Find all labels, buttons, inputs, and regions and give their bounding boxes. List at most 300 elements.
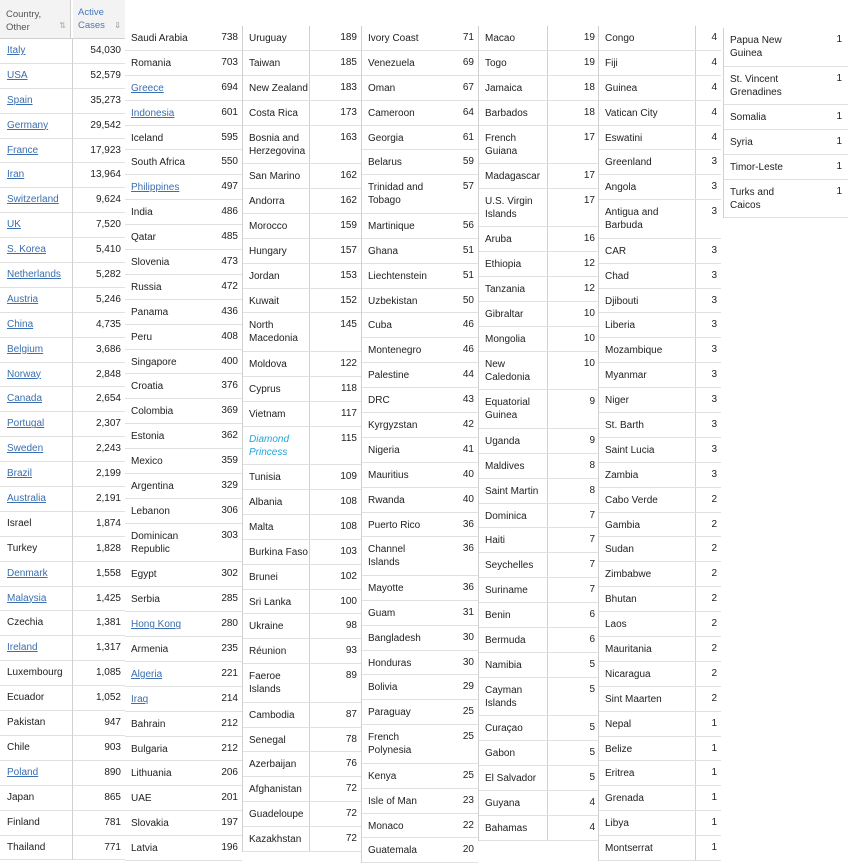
column-divider (72, 139, 73, 164)
active-cases-value: 1,052 (95, 692, 121, 704)
column-divider (695, 463, 696, 487)
country-name[interactable]: Australia (7, 493, 46, 505)
country-name: El Salvador (485, 773, 537, 785)
active-cases-value: 303 (221, 529, 238, 541)
country-name: Bhutan (605, 594, 637, 606)
table-row (125, 126, 242, 151)
country-name: Saint Lucia (605, 444, 655, 456)
country-name: Fiji (605, 57, 618, 69)
column-divider (547, 252, 548, 276)
country-name: Tanzania (485, 284, 526, 296)
country-name[interactable]: Ireland (7, 642, 38, 654)
column-divider (695, 363, 696, 387)
active-cases-value: 5 (589, 747, 595, 759)
column-divider (695, 413, 696, 437)
country-name[interactable]: Iran (7, 169, 25, 181)
country-name: Palestine (368, 370, 410, 382)
active-cases-value: 10 (583, 308, 595, 320)
column-divider (547, 766, 548, 790)
country-name[interactable]: Netherlands (7, 269, 61, 281)
column-divider (547, 327, 548, 351)
active-cases-value: 2 (711, 493, 717, 505)
column-divider (72, 412, 73, 437)
column-divider (547, 26, 548, 50)
country-name: Grenada (605, 793, 644, 805)
active-cases-value: 64 (462, 106, 474, 118)
country-name: Slovakia (131, 818, 169, 830)
active-cases-value: 173 (340, 106, 357, 118)
table-row (243, 827, 361, 852)
table-row (362, 388, 478, 413)
country-name: New Caledonia (485, 358, 531, 383)
table-row (479, 578, 599, 603)
active-cases-value: 3 (711, 294, 717, 306)
table-row (125, 51, 242, 76)
column-divider (547, 101, 548, 125)
country-name[interactable]: Brazil (7, 468, 33, 480)
table-row (599, 413, 721, 438)
country-name: Finland (7, 816, 40, 828)
country-name[interactable]: Hong Kong (131, 619, 182, 631)
active-cases-value: 40 (462, 493, 474, 505)
country-name: St. Barth (605, 419, 644, 431)
country-name[interactable]: Indonesia (131, 107, 175, 119)
active-cases-value: 57 (462, 181, 474, 193)
column-divider (72, 661, 73, 686)
table-row (479, 816, 599, 841)
country-name: Uruguay (249, 33, 287, 44)
country-name[interactable]: China (7, 318, 34, 330)
active-cases-value: 51 (462, 244, 474, 256)
country-name[interactable]: Switzerland (7, 194, 59, 206)
active-cases-value: 17 (583, 194, 595, 206)
active-cases-value: 115 (341, 432, 357, 444)
active-cases-value: 98 (345, 620, 357, 632)
active-cases-value: 36 (462, 543, 474, 555)
table-row (243, 427, 361, 466)
column-divider (72, 761, 73, 786)
table-row (362, 537, 478, 576)
active-cases-value: 93 (345, 645, 357, 657)
table-row (599, 101, 721, 126)
sort-desc-icon[interactable]: ⇩ (114, 21, 121, 30)
table-row (125, 150, 242, 175)
table-row (362, 675, 478, 700)
table-row (599, 51, 721, 76)
active-cases-value: 22 (462, 819, 474, 831)
active-cases-value: 16 (583, 233, 595, 245)
country-name[interactable]: Malaysia (7, 592, 47, 604)
column-divider (695, 637, 696, 661)
table-row (243, 402, 361, 427)
active-cases-value: 1,085 (95, 667, 121, 679)
country-name: Bahamas (485, 822, 528, 834)
table-row (599, 562, 721, 587)
country-name[interactable]: Spain (7, 94, 33, 106)
active-cases-value: 19 (583, 32, 595, 43)
column-divider (309, 164, 310, 188)
country-name: Thailand (7, 841, 46, 853)
table-row (243, 51, 361, 76)
country-name[interactable]: Philippines (131, 182, 180, 194)
column-divider (695, 612, 696, 636)
active-cases-value: 1,425 (95, 592, 121, 604)
country-header[interactable] (0, 0, 71, 38)
active-cases-value: 781 (104, 816, 121, 828)
active-cases-value: 6 (589, 634, 595, 646)
column-divider (695, 313, 696, 337)
column-divider (309, 313, 310, 351)
table-row (125, 26, 242, 51)
country-name: Faeroe Islands (249, 671, 281, 696)
table-row (0, 661, 125, 686)
country-name[interactable]: Iraq (131, 693, 149, 705)
country-name[interactable]: Denmark (7, 567, 48, 579)
country-name: Paraguay (368, 707, 411, 719)
active-cases-value: 35,273 (90, 94, 121, 106)
table-row (362, 150, 478, 175)
country-name: Colombia (131, 406, 174, 418)
country-name[interactable]: Diamond Princess (249, 433, 290, 458)
table-row (599, 513, 721, 538)
active-cases-value: 100 (340, 595, 357, 607)
active-cases-value: 36 (462, 518, 474, 530)
table-row (724, 155, 848, 180)
active-cases-value: 185 (340, 56, 357, 68)
country-name[interactable]: Greece (131, 82, 164, 94)
column-divider (547, 791, 548, 815)
column-divider (72, 487, 73, 512)
active-cases-value: 369 (221, 405, 238, 417)
country-name[interactable]: S. Korea (7, 244, 46, 256)
country-name: Trinidad and Tobago (368, 182, 424, 207)
country-name: Uzbekistan (368, 295, 418, 307)
active-cases-value: 595 (221, 131, 238, 143)
country-name: Gibraltar (485, 309, 524, 321)
active-cases-value: 29 (462, 681, 474, 693)
country-name: Mauritania (605, 643, 652, 655)
table-row (0, 487, 125, 512)
active-cases-value: 473 (221, 256, 238, 268)
table-row (362, 700, 478, 725)
country-name: Benin (485, 610, 511, 622)
column-divider (72, 512, 73, 537)
column-divider (309, 26, 310, 50)
active-cases-value: 163 (340, 131, 357, 143)
table-row (362, 101, 478, 126)
table-row (0, 636, 125, 661)
country-name[interactable]: Poland (7, 766, 39, 778)
active-cases-value: 3 (711, 468, 717, 480)
country-name[interactable]: Norway (7, 368, 41, 380)
active-cases-value: 2 (711, 692, 717, 704)
active-cases-value: 359 (221, 455, 238, 467)
active-cases-value: 69 (462, 56, 474, 68)
table-row (479, 189, 599, 228)
active-cases-value: 1,558 (95, 567, 121, 579)
column-divider (309, 540, 310, 564)
table-row (479, 653, 599, 678)
active-cases-value: 30 (462, 656, 474, 668)
country-name[interactable]: Italy (7, 45, 26, 56)
table-row (243, 490, 361, 515)
active-cases-value: 485 (221, 231, 238, 243)
active-cases-value: 145 (340, 319, 357, 331)
country-name: Aruba (485, 234, 512, 246)
column-divider (72, 562, 73, 587)
country-name[interactable]: Sweden (7, 443, 44, 455)
country-name: Bangladesh (368, 632, 421, 644)
table-row (0, 462, 125, 487)
table-row (479, 716, 599, 741)
country-name: French Guiana (485, 132, 518, 157)
active-cases-value: 162 (340, 170, 357, 182)
country-name: Ukraine (249, 621, 284, 633)
table-row (724, 130, 848, 155)
country-name: Japan (7, 791, 35, 803)
column-divider (695, 438, 696, 462)
active-cases-value: 400 (221, 355, 238, 367)
table-row (599, 737, 721, 762)
column-divider (309, 51, 310, 75)
country-name: Gabon (485, 748, 516, 760)
country-name: Dominica (485, 510, 527, 522)
table-row (479, 528, 599, 553)
table-row (599, 313, 721, 338)
active-cases-value: 44 (462, 369, 474, 381)
country-name: Azerbaijan (249, 759, 297, 771)
country-name: Vatican City (605, 107, 658, 119)
table-row (243, 164, 361, 189)
active-cases-value: 2 (711, 593, 717, 605)
active-cases-value: 25 (462, 731, 474, 743)
table-row (479, 390, 599, 429)
country-name[interactable]: Germany (7, 119, 49, 131)
country-name: Channel Islands (368, 544, 406, 569)
active-cases-value: 1 (836, 72, 842, 84)
active-cases-value: 2 (711, 518, 717, 530)
country-name: Dominican Republic (131, 530, 179, 555)
table-row (0, 288, 125, 313)
table-row (362, 438, 478, 463)
country-name[interactable]: France (7, 144, 39, 156)
column-divider (309, 214, 310, 238)
table-row (362, 126, 478, 151)
table-row (479, 76, 599, 101)
country-name: Macao (485, 33, 516, 44)
active-cases-value: 235 (221, 642, 238, 654)
table-row (0, 587, 125, 612)
column-divider (547, 126, 548, 164)
active-cases-value: 3 (711, 418, 717, 430)
table-header (0, 0, 125, 39)
active-cases-value: 408 (221, 330, 238, 342)
table-row (479, 628, 599, 653)
active-cases-value: 8 (589, 484, 595, 496)
active-cases-value: 4 (711, 32, 717, 43)
column-divider (695, 811, 696, 835)
table-row (243, 639, 361, 664)
active-cases-value: 2 (711, 568, 717, 580)
column-divider (695, 150, 696, 174)
active-cases-value: 72 (345, 783, 357, 795)
column-divider (695, 562, 696, 586)
active-cases-value: 550 (221, 156, 238, 168)
active-cases-value: 1,874 (95, 517, 121, 529)
column-divider (309, 239, 310, 263)
active-cases-value: 152 (340, 294, 357, 306)
table-row (599, 811, 721, 836)
active-cases-value: 5 (589, 683, 595, 695)
table-row (243, 352, 361, 377)
table-row (362, 576, 478, 601)
column-divider (72, 114, 73, 139)
column-divider (309, 802, 310, 826)
country-name: CAR (605, 245, 627, 257)
country-name[interactable]: UK (7, 219, 21, 231)
active-cases-value: 157 (340, 244, 357, 256)
country-name: Guam (368, 607, 396, 619)
country-name[interactable]: Algeria (131, 668, 163, 680)
active-cases-value: 10 (583, 333, 595, 345)
column-divider (309, 639, 310, 663)
active-cases-value: 17 (583, 170, 595, 182)
active-cases-value: 153 (340, 269, 357, 281)
country-name: Bermuda (485, 635, 526, 647)
column-divider (547, 479, 548, 503)
country-name: Mongolia (485, 334, 526, 346)
column-divider (309, 76, 310, 100)
country-name: Saint Martin (485, 485, 539, 497)
country-name: Czechia (7, 617, 44, 629)
country-name[interactable]: Belgium (7, 343, 44, 355)
active-cases-value: 109 (340, 471, 357, 483)
table-row (125, 761, 242, 786)
country-name: Togo (485, 57, 507, 69)
table-row (0, 512, 125, 537)
active-cases-value: 1,317 (95, 642, 121, 654)
country-name: Latvia (131, 843, 158, 855)
country-name: Albania (249, 496, 283, 508)
active-cases-header[interactable] (73, 0, 125, 38)
column-divider (309, 264, 310, 288)
active-header-label-2: Cases (78, 20, 105, 31)
country-name: Barbados (485, 107, 528, 119)
sort-icon[interactable]: ⇅ (59, 21, 66, 30)
country-name: Laos (605, 619, 627, 631)
active-cases-value: 4 (711, 56, 717, 68)
country-name: Taiwan (249, 57, 281, 69)
table-row (362, 764, 478, 789)
table-row (125, 175, 242, 200)
table-row (362, 338, 478, 363)
country-name[interactable]: Austria (7, 293, 39, 305)
active-cases-value: 3 (711, 181, 717, 193)
column-divider (547, 678, 548, 716)
table-row (125, 449, 242, 474)
active-cases-value: 1 (711, 717, 717, 729)
active-cases-value: 1 (836, 111, 842, 122)
column-divider (309, 189, 310, 213)
country-name: Honduras (368, 657, 412, 669)
country-name: Venezuela (368, 57, 415, 69)
table-row (243, 590, 361, 615)
table-row (125, 712, 242, 737)
table-row (0, 537, 125, 562)
column-divider (309, 352, 310, 376)
active-cases-value: 6 (589, 609, 595, 621)
country-name: Haiti (485, 535, 506, 547)
column-divider (695, 836, 696, 860)
table-row (125, 737, 242, 762)
country-name: Puerto Rico (368, 519, 421, 531)
table-row (599, 338, 721, 363)
column-divider (695, 488, 696, 512)
country-name: Singapore (131, 356, 177, 368)
table-row (362, 725, 478, 764)
table-row (479, 101, 599, 126)
active-cases-value: 329 (221, 480, 238, 492)
table-row (479, 51, 599, 76)
active-cases-value: 3,686 (95, 343, 121, 355)
active-cases-value: 102 (340, 570, 357, 582)
country-name: Libya (605, 818, 629, 830)
table-row (125, 637, 242, 662)
country-name: Belarus (368, 157, 402, 169)
active-cases-value: 108 (340, 520, 357, 532)
table-row (362, 651, 478, 676)
table-row (0, 213, 125, 238)
table-column-5 (478, 26, 599, 841)
active-cases-value: 1 (711, 817, 717, 829)
column-divider (695, 289, 696, 313)
country-name: Cayman Islands (485, 684, 523, 709)
active-cases-value: 3 (711, 156, 717, 168)
country-name: Costa Rica (249, 107, 298, 119)
active-cases-value: 117 (341, 407, 357, 419)
active-cases-value: 1 (711, 842, 717, 854)
country-name[interactable]: Canada (7, 393, 43, 405)
column-divider (72, 263, 73, 288)
table-row (479, 741, 599, 766)
table-row (0, 338, 125, 363)
country-name: Chile (7, 741, 30, 753)
country-name: Armenia (131, 643, 169, 655)
column-divider (309, 126, 310, 164)
active-cases-value: 3 (711, 344, 717, 356)
column-divider (309, 777, 310, 801)
table-row (243, 515, 361, 540)
table-row (0, 811, 125, 836)
country-name: DRC (368, 395, 390, 407)
table-row (125, 562, 242, 587)
country-name[interactable]: Portugal (7, 418, 45, 430)
table-row (724, 67, 848, 106)
country-name: Bosnia and Herzegovina (249, 132, 306, 157)
country-name: Isle of Man (368, 795, 417, 807)
active-cases-value: 601 (221, 106, 238, 118)
country-name: Myanmar (605, 370, 647, 382)
table-column-6 (598, 26, 721, 861)
column-divider (72, 462, 73, 487)
column-divider (72, 64, 73, 89)
country-name: Greenland (605, 157, 652, 169)
column-divider (72, 338, 73, 363)
table-row (125, 399, 242, 424)
country-name[interactable]: USA (7, 69, 28, 81)
active-cases-value: 9 (589, 434, 595, 446)
table-row (0, 611, 125, 636)
